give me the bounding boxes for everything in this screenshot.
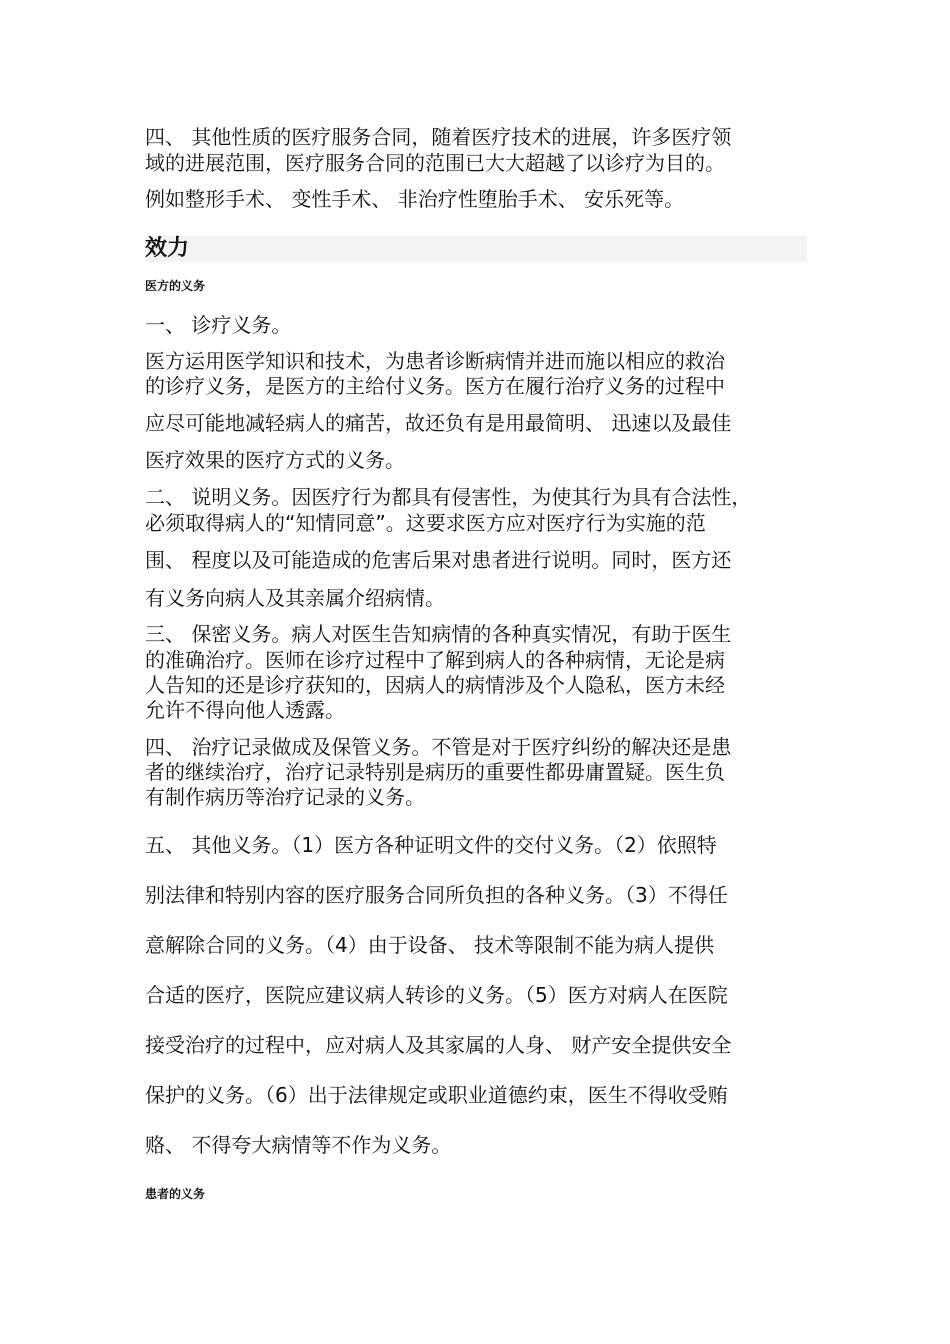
text-line: 应尽可能地减轻病人的痛苦，故还负有是用最简明、 迅速以及最佳 xyxy=(145,411,732,435)
text-line: 例如整形手术、 变性手术、 非治疗性堕胎手术、 安乐死等。 xyxy=(145,187,685,211)
text-line: 一、 诊疗义务。 xyxy=(145,313,292,337)
text-line: 保护的义务。（6）出于法律规定或职业道德约束，医生不得收受贿 xyxy=(145,1083,728,1107)
text-line: 意解除合同的义务。（4）由于设备、 技术等限制不能为病人提供 xyxy=(145,933,715,957)
text-line: 接受治疗的过程中，应对病人及其家属的人身、 财产安全提供安全 xyxy=(145,1033,732,1057)
text-line: 围、 程度以及可能造成的危害后果对患者进行说明。同时，医方还 xyxy=(145,548,732,572)
subsection-heading: 医方的义务 xyxy=(145,279,206,293)
text-line: 的准确治疗。医师在诊疗过程中了解到病人的各种病情，无论是病 xyxy=(145,648,725,672)
subsection-heading: 患者的义务 xyxy=(145,1187,206,1201)
text-line: 三、 保密义务。病人对医生告知病情的各种真实情况，有助于医生 xyxy=(145,622,732,646)
text-line: 有制作病历等治疗记录的义务。 xyxy=(145,785,425,809)
text-line: 合适的医疗，医院应建议病人转诊的义务。（5）医方对病人在医院 xyxy=(145,983,728,1007)
text-line: 允许不得向他人透露。 xyxy=(145,698,345,722)
text-line: 四、 治疗记录做成及保管义务。不管是对于医疗纠纷的解决还是患 xyxy=(145,735,732,759)
text-line: 赂、 不得夸大病情等不作为义务。 xyxy=(145,1133,452,1157)
text-line: 别法律和特别内容的医疗服务合同所负担的各种义务。（3）不得任 xyxy=(145,883,728,907)
text-line: 五、 其他义务。（1）医方各种证明文件的交付义务。（2）依照特 xyxy=(145,833,717,857)
text-line: 的诊疗义务，是医方的主给付义务。医方在履行治疗义务的过程中 xyxy=(145,374,725,398)
text-line: 域的进展范围，医疗服务合同的范围已大大超越了以诊疗为目的。 xyxy=(145,151,725,175)
text-line: 二、 说明义务。因医疗行为都具有侵害性，为使其行为具有合法性， xyxy=(145,485,752,509)
section-heading: 效力 xyxy=(145,236,807,262)
text-line: 者的继续治疗，治疗记录特别是病历的重要性都毋庸置疑。医生负 xyxy=(145,760,725,784)
text-line: 有义务向病人及其亲属介绍病情。 xyxy=(145,586,445,610)
text-line: 必须取得病人的“知情同意”。这要求医方应对医疗行为实施的范 xyxy=(145,511,706,535)
text-line: 四、 其他性质的医疗服务合同，随着医疗技术的进展，许多医疗领 xyxy=(145,125,732,149)
text-line: 医方运用医学知识和技术，为患者诊断病情并进而施以相应的救治 xyxy=(145,349,725,373)
text-line: 人告知的还是诊疗获知的，因病人的病情涉及个人隐私，医方未经 xyxy=(145,673,725,697)
text-line: 医疗效果的医疗方式的义务。 xyxy=(145,448,405,472)
